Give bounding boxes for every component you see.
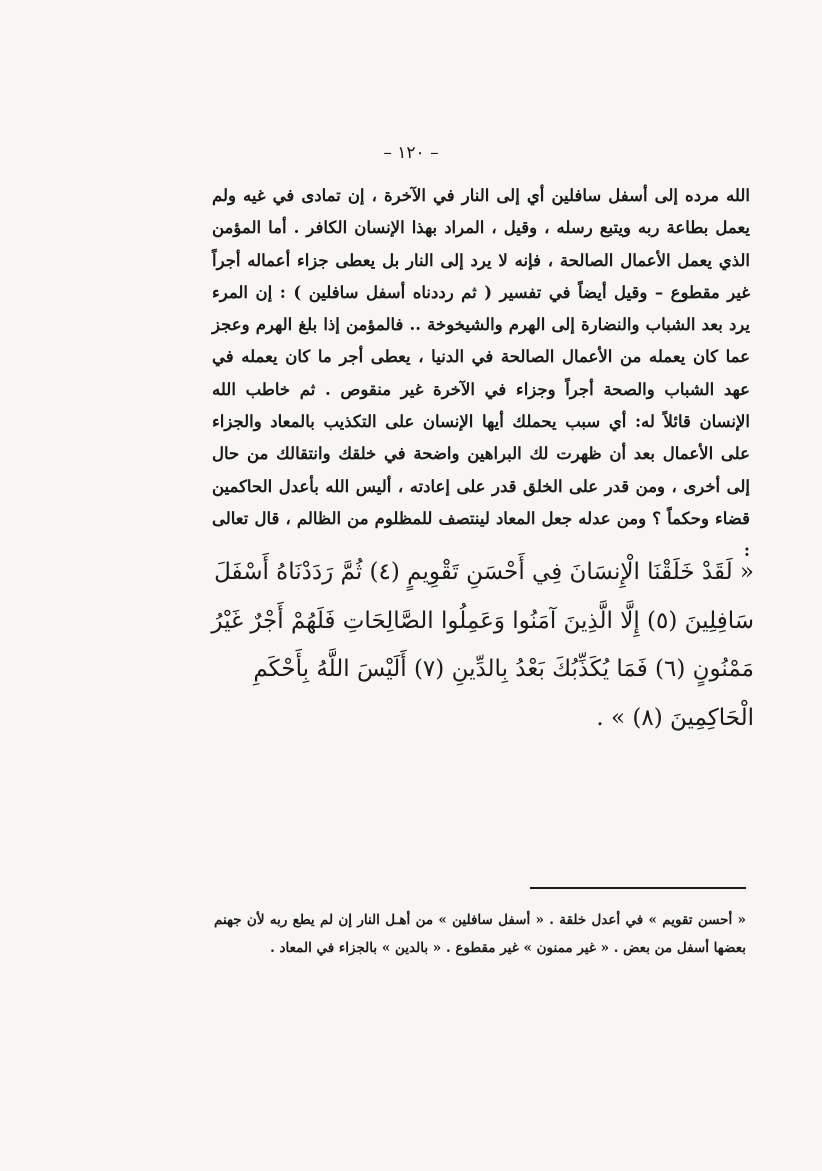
footnote-divider bbox=[530, 887, 746, 889]
footnote-block bbox=[214, 906, 746, 962]
commentary-paragraph bbox=[212, 180, 750, 568]
page-number: – ١٢٠ – bbox=[383, 143, 439, 163]
footnote-text: « أحسن تقويم » في أعدل خلقة . « أسفل سافلين » من أهـل النار إن لم يطع ربه لأن جهنم بعضها أسفل من بعض . « غير ممنون » غير مقطوع . « بالدين » بالجزاء في المعاد . bbox=[214, 912, 746, 956]
quran-verse-text: « لَقَدْ خَلَقْنَا الْإِنسَانَ فِي أَحْسَنِ تَقْوِيمٍ (٤) ثُمَّ رَدَدْنَاهُ أَسْفَلَ سَافِلِينَ (٥) إِلَّا الَّذِينَ آمَنُوا وَعَمِلُوا الصَّالِحَاتِ فَلَهُمْ أَجْرٌ غَيْرُ مَمْنُونٍ (٦) فَمَا يُكَذِّبُكَ بَعْدُ بِالدِّينِ (٧) أَلَيْسَ اللَّهُ بِأَحْكَمِ الْحَاكِمِينَ (٨) » . bbox=[211, 559, 754, 731]
quran-verse-block bbox=[200, 548, 754, 742]
commentary-text: الله مرده إلى أسفل سافلين أي إلى النار في الآخرة ، إن تمادى في غيه ولم يعمل بطاعة ربه ويتبع رسله ، وقيل ، المراد بهذا الإنسان الكافر . أما المؤمن الذي يعمل الأعمال الصالحة ، فإنه لا يرد إلى النار بل يعطى جزاء أعماله أجراً غير مقطوع – وقيل أيضاً في تفسير ( ثم رددناه أسفل سافلين ) : إن المرء يرد بعد الشباب والنضارة إلى الهرم والشيخوخة .. فالمؤمن إذا بلغ الهرم وعجز عما كان يعمله من الأعمال الصالحة في الدنيا ، يعطى أجر ما كان يعمله في عهد الشباب والصحة أجراً وجزاء في الآخرة غير منقوص . ثم خاطب الله الإنسان قائلاً له: أي سبب يحملك أيها الإنسان على التكذيب بالمعاد والجزاء على الأعمال بعد أن ظهرت لك البراهين واضحة في خلقك وانتقالك من حال إلى أخرى ، ومن قدر على الخلق قدر على إعادته ، أليس الله بأعدل الحاكمين قضاء وحكماً ؟ ومن عدله جعل المعاد لينتصف للمظلوم من الظالم ، قال تعالى : bbox=[212, 186, 750, 561]
